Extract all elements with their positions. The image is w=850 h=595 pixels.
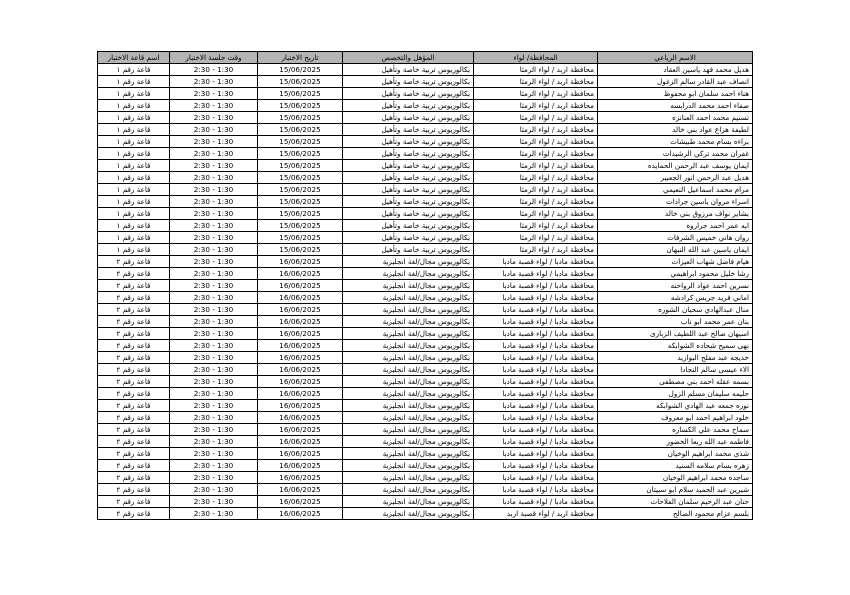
cell-full-name: الاء عيسى سالم النجادا xyxy=(598,364,753,376)
cell-full-name: شذى محمد ابراهيم الوخيان xyxy=(598,448,753,460)
cell-session-time: 1:30 - 2:30 xyxy=(170,184,258,196)
cell-exam-room: قاعة رقم ٢ xyxy=(98,472,170,484)
header-session-time: وقت جلسة الاختبار xyxy=(170,52,258,64)
cell-full-name: هيام فاضل شهاب العيزات xyxy=(598,256,753,268)
cell-full-name: هديل محمد فهد ياسين العقاد xyxy=(598,64,753,76)
exam-schedule-sheet xyxy=(98,51,753,520)
cell-exam-date: 16/06/2025 xyxy=(258,424,343,436)
cell-full-name: غفران محمد تركي الرشيدات xyxy=(598,148,753,160)
cell-exam-room: قاعة رقم ٢ xyxy=(98,388,170,400)
cell-session-time: 1:30 - 2:30 xyxy=(170,340,258,352)
table-row xyxy=(98,196,753,208)
cell-exam-date: 15/06/2025 xyxy=(258,232,343,244)
cell-full-name: انصاف عبد القادر سالم الزغول xyxy=(598,76,753,88)
cell-exam-room: قاعة رقم ٢ xyxy=(98,496,170,508)
table-row xyxy=(98,64,753,76)
cell-exam-date: 16/06/2025 xyxy=(258,352,343,364)
cell-session-time: 1:30 - 2:30 xyxy=(170,88,258,100)
cell-session-time: 1:30 - 2:30 xyxy=(170,388,258,400)
cell-qualification: بكالوريوس مجال/لغة انجليزية xyxy=(343,436,474,448)
cell-qualification: بكالوريوس تربية خاصة وتأهيل xyxy=(343,124,474,136)
cell-session-time: 1:30 - 2:30 xyxy=(170,124,258,136)
cell-exam-date: 15/06/2025 xyxy=(258,196,343,208)
cell-session-time: 1:30 - 2:30 xyxy=(170,172,258,184)
cell-exam-room: قاعة رقم ١ xyxy=(98,172,170,184)
cell-exam-room: قاعة رقم ٢ xyxy=(98,412,170,424)
cell-full-name: بلسم عزام محمود الصالح xyxy=(598,508,753,520)
cell-governorate: محافظة مادبا / لواء قصبة مادبا xyxy=(474,340,598,352)
table-row xyxy=(98,280,753,292)
cell-exam-date: 15/06/2025 xyxy=(258,112,343,124)
cell-exam-room: قاعة رقم ٢ xyxy=(98,340,170,352)
cell-exam-date: 16/06/2025 xyxy=(258,292,343,304)
cell-full-name: فاطمه عبد الله ربعا الخضور xyxy=(598,436,753,448)
cell-governorate: محافظة مادبا / لواء قصبة مادبا xyxy=(474,448,598,460)
cell-exam-date: 15/06/2025 xyxy=(258,64,343,76)
cell-exam-date: 15/06/2025 xyxy=(258,148,343,160)
cell-exam-date: 16/06/2025 xyxy=(258,460,343,472)
cell-qualification: بكالوريوس تربية خاصة وتأهيل xyxy=(343,64,474,76)
cell-exam-date: 16/06/2025 xyxy=(258,376,343,388)
cell-full-name: هديل عبد الرحمن انور الجعبير xyxy=(598,172,753,184)
cell-qualification: بكالوريوس تربية خاصة وتأهيل xyxy=(343,136,474,148)
cell-governorate: محافظة اربد / لواء الرمثا xyxy=(474,148,598,160)
cell-exam-date: 16/06/2025 xyxy=(258,364,343,376)
cell-qualification: بكالوريوس تربية خاصة وتأهيل xyxy=(343,88,474,100)
header-exam-date: تاريخ الاختبار xyxy=(258,52,343,64)
cell-exam-date: 15/06/2025 xyxy=(258,172,343,184)
cell-exam-room: قاعة رقم ١ xyxy=(98,184,170,196)
cell-governorate: محافظة مادبا / لواء قصبة مادبا xyxy=(474,496,598,508)
cell-session-time: 1:30 - 2:30 xyxy=(170,496,258,508)
cell-exam-date: 15/06/2025 xyxy=(258,88,343,100)
table-row xyxy=(98,160,753,172)
cell-exam-room: قاعة رقم ٢ xyxy=(98,292,170,304)
cell-qualification: بكالوريوس مجال/لغة انجليزية xyxy=(343,460,474,472)
cell-exam-room: قاعة رقم ٢ xyxy=(98,436,170,448)
cell-full-name: ساجده محمد ابراهيم الوخيان xyxy=(598,472,753,484)
cell-governorate: محافظة مادبا / لواء قصبة مادبا xyxy=(474,292,598,304)
cell-session-time: 1:30 - 2:30 xyxy=(170,328,258,340)
cell-governorate: محافظة مادبا / لواء قصبة مادبا xyxy=(474,472,598,484)
cell-full-name: رشا خليل محمود ابراهيمي xyxy=(598,268,753,280)
cell-full-name: خديجه عبد مفلح البوازيد xyxy=(598,352,753,364)
cell-governorate: محافظة اربد / لواء الرمثا xyxy=(474,244,598,256)
table-row xyxy=(98,184,753,196)
cell-full-name: حليمه سليمان مسلم الزول xyxy=(598,388,753,400)
cell-exam-room: قاعة رقم ٢ xyxy=(98,376,170,388)
cell-full-name: خلود ابراهيم احمد ابو معروف xyxy=(598,412,753,424)
cell-session-time: 1:30 - 2:30 xyxy=(170,448,258,460)
cell-exam-date: 16/06/2025 xyxy=(258,508,343,520)
cell-session-time: 1:30 - 2:30 xyxy=(170,136,258,148)
cell-session-time: 1:30 - 2:30 xyxy=(170,364,258,376)
cell-exam-date: 16/06/2025 xyxy=(258,304,343,316)
cell-qualification: بكالوريوس تربية خاصة وتأهيل xyxy=(343,148,474,160)
cell-full-name: لطيفة هزاع عواد بني خالد xyxy=(598,124,753,136)
cell-exam-date: 16/06/2025 xyxy=(258,268,343,280)
table-row xyxy=(98,232,753,244)
cell-qualification: بكالوريوس مجال/لغة انجليزية xyxy=(343,328,474,340)
table-row xyxy=(98,340,753,352)
table-row xyxy=(98,316,753,328)
exam-schedule-table xyxy=(97,51,753,520)
cell-session-time: 1:30 - 2:30 xyxy=(170,220,258,232)
cell-session-time: 1:30 - 2:30 xyxy=(170,208,258,220)
cell-governorate: محافظة اربد / لواء الرمثا xyxy=(474,196,598,208)
cell-qualification: بكالوريوس مجال/لغة انجليزية xyxy=(343,256,474,268)
cell-governorate: محافظة مادبا / لواء قصبة مادبا xyxy=(474,400,598,412)
cell-exam-room: قاعة رقم ١ xyxy=(98,208,170,220)
cell-exam-room: قاعة رقم ٢ xyxy=(98,316,170,328)
cell-session-time: 1:30 - 2:30 xyxy=(170,100,258,112)
table-row xyxy=(98,328,753,340)
cell-exam-date: 16/06/2025 xyxy=(258,340,343,352)
table-row xyxy=(98,136,753,148)
cell-governorate: محافظة اربد / لواء الرمثا xyxy=(474,76,598,88)
cell-qualification: بكالوريوس تربية خاصة وتأهيل xyxy=(343,184,474,196)
cell-exam-date: 15/06/2025 xyxy=(258,184,343,196)
cell-exam-date: 15/06/2025 xyxy=(258,124,343,136)
cell-full-name: منال عبدالهادي سحبان الشوره xyxy=(598,304,753,316)
cell-qualification: بكالوريوس تربية خاصة وتأهيل xyxy=(343,196,474,208)
cell-governorate: محافظة اربد / لواء الرمثا xyxy=(474,64,598,76)
cell-exam-room: قاعة رقم ١ xyxy=(98,148,170,160)
cell-exam-date: 16/06/2025 xyxy=(258,280,343,292)
cell-governorate: محافظة اربد / لواء الرمثا xyxy=(474,184,598,196)
table-row xyxy=(98,100,753,112)
cell-full-name: بنان عمر محمد ابو ناب xyxy=(598,316,753,328)
cell-governorate: محافظة مادبا / لواء قصبة مادبا xyxy=(474,352,598,364)
table-row xyxy=(98,364,753,376)
cell-exam-room: قاعة رقم ١ xyxy=(98,196,170,208)
cell-session-time: 1:30 - 2:30 xyxy=(170,376,258,388)
cell-full-name: بسمه عقله احمد بني مصطفى xyxy=(598,376,753,388)
cell-session-time: 1:30 - 2:30 xyxy=(170,484,258,496)
cell-full-name: روان هاني خميس الشرفات xyxy=(598,232,753,244)
cell-exam-date: 15/06/2025 xyxy=(258,100,343,112)
header-exam-room: اسم قاعة الاختبار xyxy=(98,52,170,64)
table-row xyxy=(98,148,753,160)
table-row xyxy=(98,460,753,472)
cell-qualification: بكالوريوس مجال/لغة انجليزية xyxy=(343,340,474,352)
cell-exam-room: قاعة رقم ١ xyxy=(98,220,170,232)
cell-exam-room: قاعة رقم ١ xyxy=(98,136,170,148)
cell-session-time: 1:30 - 2:30 xyxy=(170,424,258,436)
cell-exam-room: قاعة رقم ١ xyxy=(98,112,170,124)
cell-governorate: محافظة اربد / لواء الرمثا xyxy=(474,160,598,172)
table-row xyxy=(98,304,753,316)
cell-session-time: 1:30 - 2:30 xyxy=(170,64,258,76)
cell-qualification: بكالوريوس تربية خاصة وتأهيل xyxy=(343,208,474,220)
table-row xyxy=(98,448,753,460)
cell-full-name: شيرين عبد الحميد سلام ابو سبيتان xyxy=(598,484,753,496)
cell-governorate: محافظة مادبا / لواء قصبة مادبا xyxy=(474,304,598,316)
cell-qualification: بكالوريوس مجال/لغة انجليزية xyxy=(343,316,474,328)
cell-governorate: محافظة مادبا / لواء قصبة مادبا xyxy=(474,484,598,496)
cell-governorate: محافظة اربد / لواء الرمثا xyxy=(474,100,598,112)
table-row xyxy=(98,208,753,220)
cell-session-time: 1:30 - 2:30 xyxy=(170,280,258,292)
cell-governorate: محافظة اربد / لواء قصبة اربد xyxy=(474,508,598,520)
cell-session-time: 1:30 - 2:30 xyxy=(170,160,258,172)
header-governorate: المحافظة/ لواء xyxy=(474,52,598,64)
cell-session-time: 1:30 - 2:30 xyxy=(170,460,258,472)
cell-exam-date: 15/06/2025 xyxy=(258,76,343,88)
cell-governorate: محافظة مادبا / لواء قصبة مادبا xyxy=(474,256,598,268)
cell-exam-date: 16/06/2025 xyxy=(258,388,343,400)
cell-session-time: 1:30 - 2:30 xyxy=(170,352,258,364)
cell-qualification: بكالوريوس مجال/لغة انجليزية xyxy=(343,496,474,508)
cell-full-name: بشاير نواف مرزوق بني خالد xyxy=(598,208,753,220)
cell-governorate: محافظة مادبا / لواء قصبة مادبا xyxy=(474,376,598,388)
cell-exam-date: 15/06/2025 xyxy=(258,160,343,172)
cell-session-time: 1:30 - 2:30 xyxy=(170,148,258,160)
cell-exam-room: قاعة رقم ٢ xyxy=(98,256,170,268)
cell-qualification: بكالوريوس مجال/لغة انجليزية xyxy=(343,268,474,280)
table-row xyxy=(98,244,753,256)
table-row xyxy=(98,292,753,304)
cell-session-time: 1:30 - 2:30 xyxy=(170,436,258,448)
cell-qualification: بكالوريوس تربية خاصة وتأهيل xyxy=(343,172,474,184)
cell-governorate: محافظة اربد / لواء الرمثا xyxy=(474,112,598,124)
cell-exam-room: قاعة رقم ١ xyxy=(98,76,170,88)
cell-exam-date: 16/06/2025 xyxy=(258,484,343,496)
table-row xyxy=(98,400,753,412)
cell-exam-date: 16/06/2025 xyxy=(258,412,343,424)
cell-governorate: محافظة اربد / لواء الرمثا xyxy=(474,136,598,148)
cell-exam-room: قاعة رقم ٢ xyxy=(98,448,170,460)
cell-governorate: محافظة مادبا / لواء قصبة مادبا xyxy=(474,436,598,448)
cell-exam-date: 16/06/2025 xyxy=(258,496,343,508)
cell-qualification: بكالوريوس مجال/لغة انجليزية xyxy=(343,304,474,316)
cell-full-name: صفاء احمد محمد الدرابسه xyxy=(598,100,753,112)
cell-governorate: محافظة مادبا / لواء قصبة مادبا xyxy=(474,424,598,436)
table-row xyxy=(98,220,753,232)
cell-exam-room: قاعة رقم ١ xyxy=(98,100,170,112)
cell-qualification: بكالوريوس تربية خاصة وتأهيل xyxy=(343,100,474,112)
cell-governorate: محافظة مادبا / لواء قصبة مادبا xyxy=(474,316,598,328)
cell-exam-date: 16/06/2025 xyxy=(258,472,343,484)
cell-exam-date: 16/06/2025 xyxy=(258,256,343,268)
table-body xyxy=(98,64,753,520)
cell-full-name: ايمان ياسين عبد الله النبهان xyxy=(598,244,753,256)
cell-exam-room: قاعة رقم ٢ xyxy=(98,280,170,292)
cell-governorate: محافظة اربد / لواء الرمثا xyxy=(474,88,598,100)
table-row xyxy=(98,496,753,508)
cell-governorate: محافظة مادبا / لواء قصبة مادبا xyxy=(474,364,598,376)
cell-exam-room: قاعة رقم ١ xyxy=(98,244,170,256)
cell-governorate: محافظة مادبا / لواء قصبة مادبا xyxy=(474,280,598,292)
cell-qualification: بكالوريوس مجال/لغة انجليزية xyxy=(343,448,474,460)
table-row xyxy=(98,484,753,496)
cell-session-time: 1:30 - 2:30 xyxy=(170,508,258,520)
table-row xyxy=(98,268,753,280)
cell-governorate: محافظة مادبا / لواء قصبة مادبا xyxy=(474,412,598,424)
table-header-row xyxy=(98,52,753,64)
cell-qualification: بكالوريوس تربية خاصة وتأهيل xyxy=(343,76,474,88)
cell-full-name: تسنيم محمد احمد العنانزه xyxy=(598,112,753,124)
cell-session-time: 1:30 - 2:30 xyxy=(170,112,258,124)
cell-session-time: 1:30 - 2:30 xyxy=(170,400,258,412)
cell-governorate: محافظة مادبا / لواء قصبة مادبا xyxy=(474,460,598,472)
cell-exam-date: 15/06/2025 xyxy=(258,244,343,256)
cell-exam-room: قاعة رقم ٢ xyxy=(98,424,170,436)
cell-exam-room: قاعة رقم ٢ xyxy=(98,460,170,472)
cell-governorate: محافظة مادبا / لواء قصبة مادبا xyxy=(474,388,598,400)
table-row xyxy=(98,112,753,124)
cell-exam-room: قاعة رقم ١ xyxy=(98,124,170,136)
table-row xyxy=(98,412,753,424)
table-row xyxy=(98,424,753,436)
cell-session-time: 1:30 - 2:30 xyxy=(170,196,258,208)
cell-session-time: 1:30 - 2:30 xyxy=(170,292,258,304)
cell-session-time: 1:30 - 2:30 xyxy=(170,412,258,424)
cell-exam-date: 16/06/2025 xyxy=(258,436,343,448)
cell-exam-room: قاعة رقم ٢ xyxy=(98,364,170,376)
cell-full-name: مرام محمد اسماعيل النعيمي xyxy=(598,184,753,196)
cell-governorate: محافظة اربد / لواء الرمثا xyxy=(474,232,598,244)
cell-qualification: بكالوريوس تربية خاصة وتأهيل xyxy=(343,232,474,244)
table-row xyxy=(98,388,753,400)
cell-qualification: بكالوريوس مجال/لغة انجليزية xyxy=(343,400,474,412)
cell-session-time: 1:30 - 2:30 xyxy=(170,256,258,268)
cell-full-name: اسراء مروان ياسين جرادات xyxy=(598,196,753,208)
cell-full-name: نهى سميح شحاده الشوابكه xyxy=(598,340,753,352)
table-row xyxy=(98,124,753,136)
table-row xyxy=(98,376,753,388)
cell-exam-room: قاعة رقم ٢ xyxy=(98,508,170,520)
cell-exam-date: 15/06/2025 xyxy=(258,220,343,232)
cell-exam-room: قاعة رقم ٢ xyxy=(98,304,170,316)
cell-full-name: نوره جمعه عبد الهادي الشوابكه xyxy=(598,400,753,412)
cell-exam-room: قاعة رقم ١ xyxy=(98,232,170,244)
cell-exam-room: قاعة رقم ٢ xyxy=(98,328,170,340)
cell-governorate: محافظة اربد / لواء الرمثا xyxy=(474,220,598,232)
cell-qualification: بكالوريوس مجال/لغة انجليزية xyxy=(343,280,474,292)
cell-qualification: بكالوريوس مجال/لغة انجليزية xyxy=(343,388,474,400)
cell-qualification: بكالوريوس مجال/لغة انجليزية xyxy=(343,424,474,436)
cell-qualification: بكالوريوس تربية خاصة وتأهيل xyxy=(343,160,474,172)
cell-governorate: محافظة اربد / لواء الرمثا xyxy=(474,124,598,136)
cell-qualification: بكالوريوس مجال/لغة انجليزية xyxy=(343,472,474,484)
table-row xyxy=(98,172,753,184)
table-row xyxy=(98,76,753,88)
table-row xyxy=(98,472,753,484)
cell-full-name: حنان عبد الرحيم سلمان الفلاحات xyxy=(598,496,753,508)
cell-qualification: بكالوريوس مجال/لغة انجليزية xyxy=(343,364,474,376)
table-row xyxy=(98,88,753,100)
cell-full-name: ايه عمر احمد جراروه xyxy=(598,220,753,232)
cell-qualification: بكالوريوس مجال/لغة انجليزية xyxy=(343,508,474,520)
cell-session-time: 1:30 - 2:30 xyxy=(170,304,258,316)
cell-session-time: 1:30 - 2:30 xyxy=(170,316,258,328)
cell-governorate: محافظة مادبا / لواء قصبة مادبا xyxy=(474,328,598,340)
cell-qualification: بكالوريوس مجال/لغة انجليزية xyxy=(343,292,474,304)
header-full-name: الاسم الرباعي xyxy=(598,52,753,64)
cell-full-name: سماح محمد علي الكساره xyxy=(598,424,753,436)
cell-full-name: زهره بسام سلامه السنيد xyxy=(598,460,753,472)
cell-qualification: بكالوريوس مجال/لغة انجليزية xyxy=(343,484,474,496)
cell-exam-room: قاعة رقم ٢ xyxy=(98,268,170,280)
table-row xyxy=(98,436,753,448)
cell-full-name: اسيهان صالح عبد اللطيف الزبارى xyxy=(598,328,753,340)
cell-exam-date: 16/06/2025 xyxy=(258,448,343,460)
cell-qualification: بكالوريوس مجال/لغة انجليزية xyxy=(343,352,474,364)
cell-governorate: محافظة اربد / لواء الرمثا xyxy=(474,208,598,220)
cell-full-name: براءه بسام محمد طبيشات xyxy=(598,136,753,148)
cell-session-time: 1:30 - 2:30 xyxy=(170,472,258,484)
cell-session-time: 1:30 - 2:30 xyxy=(170,232,258,244)
table-row xyxy=(98,352,753,364)
cell-governorate: محافظة اربد / لواء الرمثا xyxy=(474,172,598,184)
cell-qualification: بكالوريوس تربية خاصة وتأهيل xyxy=(343,220,474,232)
cell-session-time: 1:30 - 2:30 xyxy=(170,268,258,280)
cell-qualification: بكالوريوس مجال/لغة انجليزية xyxy=(343,412,474,424)
cell-exam-room: قاعة رقم ٢ xyxy=(98,484,170,496)
cell-session-time: 1:30 - 2:30 xyxy=(170,76,258,88)
cell-exam-date: 16/06/2025 xyxy=(258,328,343,340)
cell-full-name: هناء احمد سلمان ابو محفوظ xyxy=(598,88,753,100)
cell-exam-room: قاعة رقم ٢ xyxy=(98,400,170,412)
cell-full-name: نسرين احمد عواد الرواحنه xyxy=(598,280,753,292)
cell-governorate: محافظة مادبا / لواء قصبة مادبا xyxy=(474,268,598,280)
cell-exam-room: قاعة رقم ٢ xyxy=(98,352,170,364)
cell-qualification: بكالوريوس تربية خاصة وتأهيل xyxy=(343,112,474,124)
cell-exam-room: قاعة رقم ١ xyxy=(98,160,170,172)
cell-qualification: بكالوريوس مجال/لغة انجليزية xyxy=(343,376,474,388)
cell-session-time: 1:30 - 2:30 xyxy=(170,244,258,256)
cell-exam-date: 16/06/2025 xyxy=(258,400,343,412)
cell-exam-room: قاعة رقم ١ xyxy=(98,64,170,76)
cell-exam-date: 15/06/2025 xyxy=(258,208,343,220)
header-qualification: المؤهل والتخصص xyxy=(343,52,474,64)
cell-exam-date: 16/06/2025 xyxy=(258,316,343,328)
cell-qualification: بكالوريوس تربية خاصة وتأهيل xyxy=(343,244,474,256)
cell-exam-date: 15/06/2025 xyxy=(258,136,343,148)
cell-full-name: اماني فريد جريس كرادشه xyxy=(598,292,753,304)
cell-full-name: ايمان يوسف عبد الرحمن الحمايده xyxy=(598,160,753,172)
table-row xyxy=(98,256,753,268)
table-row xyxy=(98,508,753,520)
cell-exam-room: قاعة رقم ١ xyxy=(98,88,170,100)
